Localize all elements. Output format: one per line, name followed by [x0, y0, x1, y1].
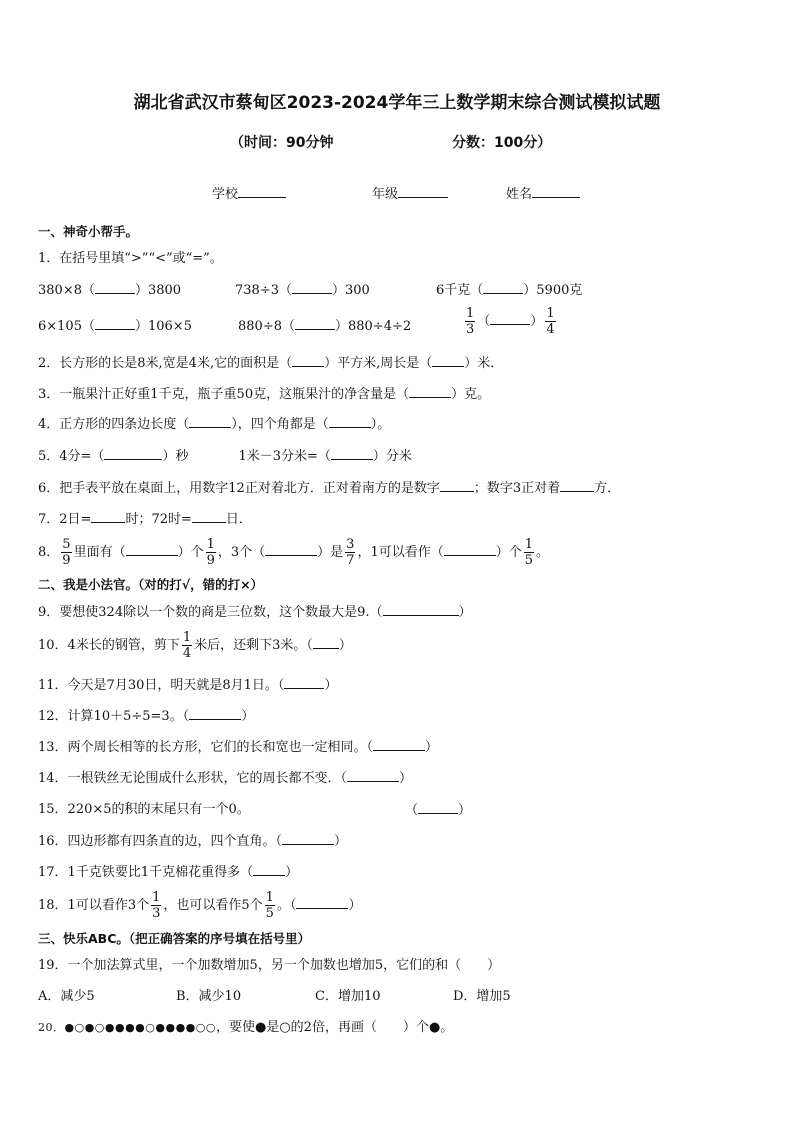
answer-blank[interactable]	[253, 863, 285, 876]
option-c[interactable]: C．增加10	[315, 989, 381, 1004]
grade-label: 年级	[372, 187, 399, 202]
q15-answer: （ ）	[405, 803, 472, 818]
name-field[interactable]	[506, 183, 580, 202]
question-6: 6．把手表平放在桌面上，用数字12正对着北方．正对着南方的是数字 ；数字3正对着 方．	[38, 481, 621, 496]
answer-blank[interactable]	[126, 543, 178, 556]
q1-item-1: 380×8（ ）3800	[38, 283, 182, 298]
exam-time: （时间：90分钟	[230, 135, 334, 151]
answer-blank[interactable]	[295, 317, 335, 330]
answer-blank[interactable]	[284, 676, 324, 689]
section-1-title: 一、神奇小帮手。	[38, 224, 139, 239]
question-8: 8． $\frac{5}{9}$ 里面有（ ）个 $\frac{1}{9}$ ，3个（ ）是 $\frac{3}{7}$ ，1可以看作（ ）个 $\frac{1}{5}$ 。	[38, 537, 550, 568]
answer-blank[interactable]	[95, 317, 135, 330]
answer-blank[interactable]	[292, 354, 324, 367]
option-b[interactable]: B．减少10	[176, 989, 242, 1004]
answer-blank[interactable]	[189, 415, 231, 428]
question-10: 10．4米长的钢管，剪下 $\frac{1}{4}$ 米后，还剩下3米。（ ）	[38, 630, 352, 661]
answer-blank[interactable]	[313, 636, 339, 649]
fraction: $\frac{5}{9}$	[62, 537, 71, 568]
fraction: $\frac{1}{3}$	[152, 890, 161, 921]
answer-blank[interactable]	[373, 738, 425, 751]
question-20: 20．●○●○●●●●○●●●●○○，要使●是○的2倍，再画（ ）个●。	[38, 1020, 454, 1035]
question-14: 14．一根铁丝无论围成什么形状，它的周长都不变．（ ）	[38, 771, 413, 786]
answer-blank[interactable]	[282, 832, 334, 845]
answer-blank[interactable]	[383, 603, 459, 616]
answer-blank[interactable]	[560, 479, 594, 492]
answer-blank[interactable]	[444, 543, 496, 556]
fraction: $\frac{1}{4}$	[182, 630, 192, 661]
fraction: $\frac{3}{7}$	[346, 537, 355, 568]
exam-score: 分数：100分）	[452, 135, 552, 151]
option-a[interactable]: A．减少5	[38, 989, 95, 1004]
question-19: 19．一个加法算式里，一个加数增加5，另一个加数也增加5，它们的和（ ）	[38, 958, 501, 973]
question-5: 5．4分=（ ）秒 1米－3分米=（ ）分米	[38, 449, 412, 464]
question-9: 9．要想使324除以一个数的商是三位数，这个数最大是9.（ ）	[38, 605, 472, 620]
answer-blank[interactable]	[296, 896, 348, 909]
fraction: $\frac{1}{4}$	[546, 306, 555, 337]
question-2: 2．长方形的长是8米,宽是4米,它的面积是（ ）平方米,周长是（ ）米．	[38, 356, 504, 371]
answer-blank[interactable]	[189, 707, 241, 720]
school-field[interactable]	[212, 183, 286, 202]
fraction: $\frac{1}{3}$	[466, 306, 475, 337]
question-11: 11．今天是7月30日，明天就是8月1日。（ ）	[38, 678, 338, 693]
answer-blank[interactable]	[490, 312, 530, 325]
question-18: 18．1可以看作3个 $\frac{1}{3}$ ，也可以看作5个 $\frac{1}{5}$ 。（ ）	[38, 890, 362, 921]
question-7: 7．2日= 时；72时= 日．	[38, 512, 252, 527]
name-label: 姓名	[506, 187, 533, 202]
question-12: 12．计算10＋5÷5=3。（ ）	[38, 709, 255, 724]
fraction: $\frac{1}{5}$	[265, 890, 274, 921]
answer-blank[interactable]	[440, 479, 474, 492]
answer-blank[interactable]	[347, 769, 399, 782]
fraction: $\frac{1}{9}$	[206, 537, 215, 568]
answer-blank[interactable]	[192, 510, 226, 523]
question-4: 4．正方形的四条边长度（ ），四个角都是（ ）。	[38, 417, 391, 432]
question-15: 15．220×5的积的末尾只有一个0。	[38, 802, 250, 817]
section-2-title: 二、我是小法官。（对的打√，错的打×）	[38, 577, 264, 592]
answer-blank[interactable]	[432, 354, 464, 367]
q1-item-6: $\frac{1}{3}$ （ ） $\frac{1}{4}$	[466, 306, 555, 337]
question-1: 1．在括号里填“>”“<”或“=”。	[38, 251, 223, 266]
answer-blank[interactable]	[329, 415, 371, 428]
question-17: 17．1千克铁要比1千克棉花重得多（ ）	[38, 865, 299, 880]
answer-blank[interactable]	[91, 510, 125, 523]
answer-blank[interactable]	[483, 281, 523, 294]
answer-blank[interactable]	[292, 281, 332, 294]
answer-blank[interactable]	[104, 447, 162, 460]
question-16: 16．四边形都有四条直的边，四个直角。（ ）	[38, 834, 348, 849]
answer-blank[interactable]	[331, 447, 373, 460]
answer-blank[interactable]	[409, 385, 451, 398]
q1-item-3: 6千克（ ）5900克	[436, 283, 583, 298]
q1-item-2: 738÷3（ ）300	[235, 283, 370, 298]
answer-blank[interactable]	[265, 543, 317, 556]
page-title: 湖北省武汉市蔡甸区2023-2024学年三上数学期末综合测试模拟试题	[133, 93, 661, 113]
option-d[interactable]: D．增加5	[453, 989, 511, 1004]
school-label: 学校	[212, 187, 239, 202]
fraction: $\frac{1}{5}$	[524, 537, 534, 568]
answer-blank[interactable]	[95, 281, 135, 294]
q1-item-4: 6×105（ ）106×5	[38, 319, 192, 334]
q1-item-5: 880÷8（ ）880÷4÷2	[238, 319, 412, 334]
question-13: 13．两个周长相等的长方形，它们的长和宽也一定相同。（ ）	[38, 740, 439, 755]
grade-field[interactable]	[372, 183, 448, 202]
question-3: 3．一瓶果汁正好重1千克，瓶子重50克，这瓶果汁的净含量是（ ）克。	[38, 387, 491, 402]
section-3-title: 三、快乐ABC。（把正确答案的序号填在括号里）	[38, 931, 311, 946]
answer-blank[interactable]	[418, 801, 458, 814]
